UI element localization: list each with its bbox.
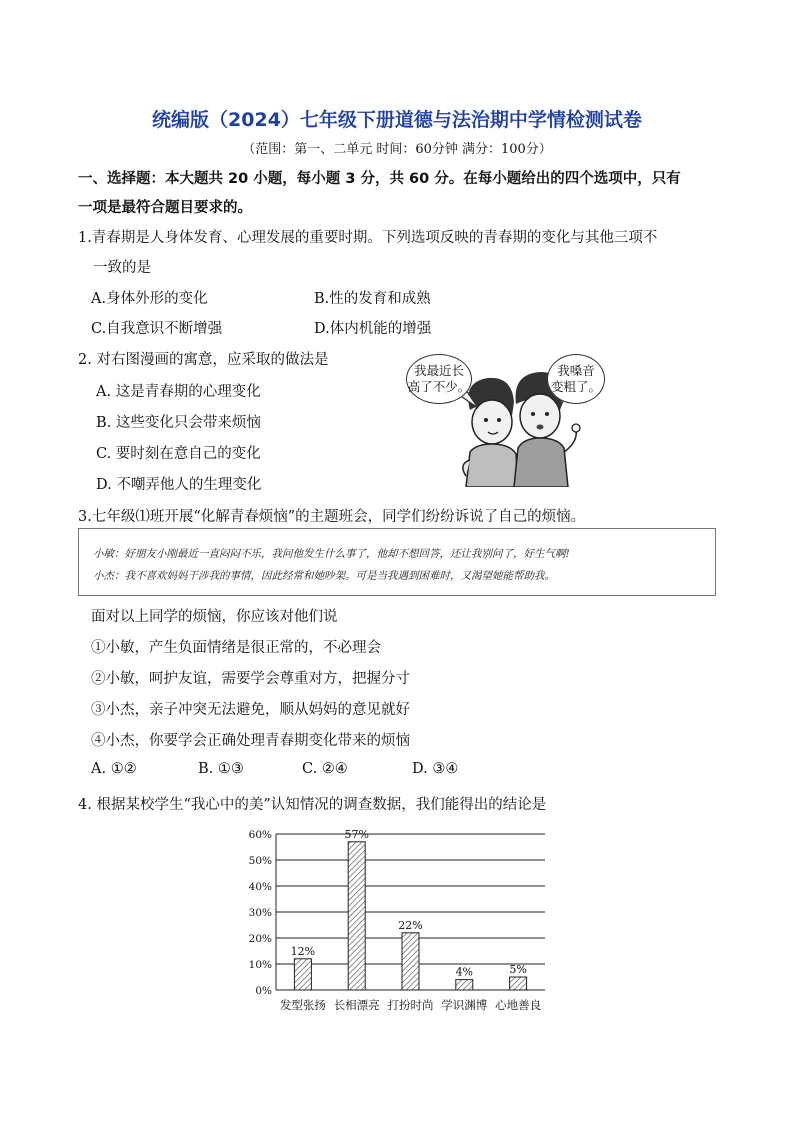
cartoon-illustration <box>400 352 610 487</box>
x-tick-label: 发型张扬 <box>279 998 326 1012</box>
data-label: 5% <box>509 963 527 976</box>
q2-option-b: B. 这些变化只会带来烦恼 <box>96 415 261 431</box>
right-boy-face <box>520 394 560 438</box>
page-title: 统编版（2024）七年级下册道德与法治期中学情检测试卷 <box>152 109 642 131</box>
left-boy-face <box>472 400 512 444</box>
x-tick-label: 学识渊博 <box>441 998 488 1012</box>
right-boy-shirt <box>514 438 568 487</box>
q3-option-a: A. ①② <box>91 761 137 777</box>
y-tick-label: 0% <box>255 985 272 997</box>
q1-option-c: C.自我意识不断增强 <box>91 321 223 337</box>
x-tick-label: 心地善良 <box>495 998 542 1012</box>
q3-option-b: B. ①③ <box>198 761 244 777</box>
section-instruction-line1: 一、选择题：本大题共 20 小题，每小题 3 分，共 60 分。在每小题给出的四个选项中，只有 <box>78 171 681 187</box>
q2-option-d: D. 不嘲弄他人的生理变化 <box>96 477 262 493</box>
dialog-line-xiaojie: 小杰：我不喜欢妈妈干涉我的事情，因此经常和她吵架。可是当我遇到困难时，又渴望她能帮助我。 <box>93 570 555 582</box>
x-tick-label: 打扮时尚 <box>387 998 434 1012</box>
y-tick-label: 20% <box>248 933 272 945</box>
q3-option-c: C. ②④ <box>302 761 348 777</box>
y-tick-label: 60% <box>248 829 272 841</box>
data-label: 57% <box>344 827 369 841</box>
q1-stem-line2: 一致的是 <box>93 260 151 276</box>
q2-stem: 2. 对右图漫画的寓意，应采取的做法是 <box>78 352 329 368</box>
speech-bubble-right: 我嗓音 变粗了。 <box>547 354 605 404</box>
y-tick-label: 10% <box>248 959 272 971</box>
section-instruction-line2: 一项是最符合题目要求的。 <box>78 200 252 216</box>
q2-option-c: C. 要时刻在意自己的变化 <box>96 446 261 462</box>
q3-option-d: D. ③④ <box>412 761 459 777</box>
left-boy-shirt <box>466 444 518 487</box>
q1-stem-line1: 1.青春期是人身体发育、心理发展的重要时期。下列选项反映的青春期的变化与其他三项不 <box>78 230 658 246</box>
q2-option-a: A. 这是青春期的心理变化 <box>96 384 261 400</box>
q3-statement-3: ③小杰，亲子冲突无法避免，顺从妈妈的意见就好 <box>91 702 410 718</box>
x-tick-label: 长相漂亮 <box>333 998 380 1012</box>
bar <box>510 977 527 990</box>
q3-statement-1: ①小敏，产生负面情绪是很正常的，不必理会 <box>91 640 381 656</box>
bar <box>402 933 419 990</box>
speech-bubble-left: 我最近长 高了不少。 <box>406 354 472 404</box>
bar <box>348 842 365 990</box>
q3-stem: 3.七年级⑴班开展“化解青春烦恼”的主题班会，同学们纷纷诉说了自己的烦恼。 <box>78 509 586 525</box>
y-tick-label: 50% <box>248 855 272 867</box>
survey-bar-chart <box>240 822 560 1022</box>
y-tick-label: 40% <box>248 881 272 893</box>
data-label: 12% <box>290 944 316 958</box>
q4-stem: 4. 根据某校学生“我心中的美”认知情况的调查数据，我们能得出的结论是 <box>78 797 547 813</box>
bar <box>294 959 311 990</box>
q3-statement-4: ④小杰，你要学会正确处理青春期变化带来的烦恼 <box>91 733 410 749</box>
q1-option-b: B.性的发育和成熟 <box>314 291 431 307</box>
q1-option-a: A.身体外形的变化 <box>91 291 208 307</box>
q3-dialog-box <box>78 528 716 596</box>
y-tick-label: 30% <box>248 907 272 919</box>
dialog-line-xiaomin: 小敏：好朋友小刚最近一直闷闷不乐，我问他发生什么事了，他却不想回答，还让我别问了，好生气啊! <box>93 548 570 560</box>
data-label: 4% <box>455 965 474 979</box>
bar <box>456 980 473 990</box>
q1-option-d: D.体内机能的增强 <box>314 321 432 337</box>
q3-prompt: 面对以上同学的烦恼，你应该对他们说 <box>91 609 338 625</box>
exam-info: （范围：第一、二单元 时间：60分钟 满分：100分） <box>242 142 552 157</box>
data-label: 22% <box>398 918 423 932</box>
q3-statement-2: ②小敏，呵护友谊，需要学会尊重对方，把握分寸 <box>91 671 410 687</box>
